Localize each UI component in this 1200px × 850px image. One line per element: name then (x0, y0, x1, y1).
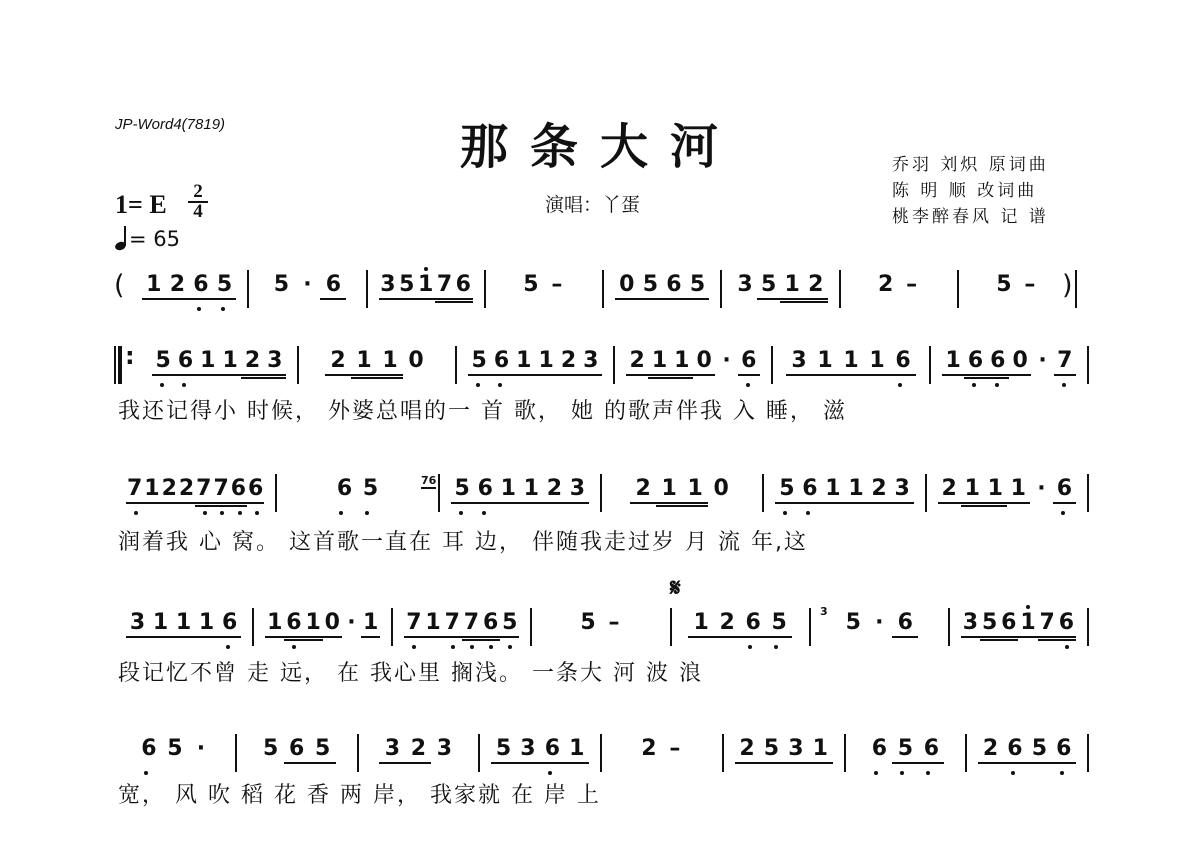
note: 1 (682, 476, 708, 507)
note: 5 (500, 610, 519, 638)
note: 2 (543, 476, 566, 504)
note: 6 (964, 348, 986, 379)
note: 1 (864, 348, 890, 376)
note: 6 (320, 272, 346, 300)
barline (1075, 270, 1077, 308)
note: 2 (405, 736, 431, 764)
note: 5 (262, 736, 279, 761)
repeat-start-barline (114, 346, 122, 384)
note: 3 (264, 348, 286, 379)
time-signature (188, 181, 208, 222)
note: 5 (980, 610, 999, 641)
measure (958, 264, 1076, 308)
note: 7 (126, 476, 143, 504)
note: 6 (284, 610, 303, 641)
note: 1 (942, 348, 964, 376)
barline (1087, 346, 1089, 384)
note: 6 (798, 476, 821, 504)
time-signature-bottom: 4 (193, 201, 203, 222)
note: 1 (351, 348, 377, 379)
note: 1 (377, 348, 403, 379)
note: 1 (304, 610, 323, 641)
note: 5 (273, 272, 290, 297)
note: 6 (189, 272, 213, 300)
measure (439, 468, 601, 512)
note: 5 (892, 736, 918, 764)
dash: – (551, 272, 563, 297)
credit-transcriber: 桃李醉春风 记 谱 (892, 207, 1049, 227)
note: 1 (172, 610, 195, 638)
note: 1 (416, 272, 435, 300)
note: 5 (152, 348, 174, 376)
note: 1 (812, 348, 838, 376)
lyrics-line-4: 宽， 风 吹 稻 花 香 两 岸， 我家就 在 岸 上 (118, 783, 601, 808)
quarter-note-icon (115, 226, 129, 250)
measure (276, 468, 438, 512)
note: 1 (671, 348, 693, 379)
note: 5 (759, 736, 783, 764)
note: 1 (1007, 476, 1030, 504)
note: 5 (357, 476, 383, 502)
note: 6 (474, 476, 497, 504)
note: 2 (178, 476, 195, 504)
dot: · (875, 610, 884, 635)
note: 1 (423, 610, 442, 638)
measure (114, 468, 276, 512)
lyrics-line-1: 我还记得小 时候， 外婆总唱的一 首 歌， 她 的歌声伴我 入 睡， 滋 (118, 399, 847, 424)
note: 5 (213, 272, 237, 300)
measure (810, 602, 949, 646)
note: 2 (161, 476, 178, 504)
note: 2 (735, 736, 759, 764)
note: 2 (714, 610, 740, 638)
note: 1 (497, 476, 520, 504)
measure (930, 340, 1088, 384)
note: 1 (961, 476, 984, 507)
note: 5 (1027, 736, 1051, 764)
key-signature: 1= E (115, 190, 167, 219)
note: 1 (984, 476, 1007, 507)
note: 2 (557, 348, 579, 376)
note: 7 (462, 610, 481, 641)
note: 7 (1038, 610, 1057, 641)
note: 2 (241, 348, 263, 379)
note: 0 (713, 476, 729, 501)
measure (949, 602, 1088, 646)
measure (723, 728, 845, 772)
note: 6 (662, 272, 686, 300)
measure (248, 264, 366, 308)
note: 6 (218, 610, 241, 638)
note: 3 (961, 610, 980, 638)
measure (367, 264, 485, 308)
dot: · (1038, 348, 1047, 373)
measure (966, 728, 1088, 772)
measure (114, 602, 253, 646)
note: 3 (379, 272, 398, 300)
measure (392, 602, 531, 646)
note: 6 (481, 610, 500, 641)
note: 3 (737, 272, 753, 297)
dash: – (906, 272, 918, 297)
note: 2 (166, 272, 190, 300)
note: 2 (938, 476, 961, 504)
dot: · (347, 610, 356, 635)
note: 5 (397, 272, 416, 300)
note: 2 (868, 476, 891, 504)
score-system-5 (114, 728, 1088, 774)
note: 5 (757, 272, 781, 300)
note: 6 (331, 476, 357, 502)
note: 3 (516, 736, 540, 764)
note: 6 (866, 736, 892, 762)
measure (298, 340, 456, 384)
note: 0 (323, 610, 342, 638)
lyrics-line-3: 段记忆不曾 走 远， 在 我心里 搁浅。 一条大 河 波 浪 (118, 661, 703, 686)
note: 1 (808, 736, 832, 764)
grace-note: 3 (820, 605, 828, 618)
note: 6 (454, 272, 473, 303)
tempo-marking (115, 226, 180, 251)
measure (926, 468, 1088, 512)
measure (603, 264, 721, 308)
measure (772, 340, 930, 384)
note: 1 (195, 610, 218, 638)
note: 3 (379, 736, 405, 764)
score-system-2 (114, 340, 1088, 386)
note: 5 (451, 476, 474, 504)
note: 7 (443, 610, 462, 638)
measure (763, 468, 925, 512)
note: 6 (892, 610, 918, 638)
lyrics-line-2: 润着我 心 窝。 这首歌一直在 耳 边， 伴随我走过岁 月 流 年,这 (118, 530, 808, 555)
note: 6 (999, 610, 1018, 641)
note: 3 (786, 348, 812, 376)
barline (1087, 734, 1089, 772)
note: 2 (804, 272, 828, 303)
note: 1 (648, 348, 670, 379)
measure (479, 728, 601, 772)
note: 2 (641, 736, 657, 761)
time-signature-top: 2 (193, 181, 203, 202)
dash: – (608, 610, 620, 635)
note: 1 (149, 610, 172, 638)
note: 1 (688, 610, 714, 638)
note: 1 (143, 476, 160, 504)
dot: · (722, 348, 731, 373)
measure (531, 602, 670, 646)
note: 1 (361, 610, 380, 638)
note: 5 (775, 476, 798, 504)
note: 6 (540, 736, 564, 764)
note: 0 (408, 348, 424, 373)
note: 1 (844, 476, 867, 504)
measure (840, 264, 958, 308)
measure (614, 340, 772, 384)
note: 2 (630, 476, 656, 504)
note: 6 (1003, 736, 1027, 764)
note: 7 (1054, 348, 1076, 376)
note: 6 (738, 348, 760, 376)
dot: · (196, 736, 206, 761)
note: 2 (325, 348, 351, 376)
measure (114, 728, 236, 772)
note: 2 (877, 272, 894, 297)
measure (130, 264, 248, 308)
barline (1087, 608, 1089, 646)
note: 1 (265, 610, 284, 638)
measure (140, 340, 298, 384)
tempo-value: = 65 (129, 227, 180, 251)
note: 0 (615, 272, 639, 300)
note: 7 (435, 272, 454, 303)
score-system-1 (114, 264, 1088, 310)
note: 6 (890, 348, 916, 376)
note: 2 (978, 736, 1002, 764)
note: 1 (535, 348, 557, 376)
note: 7 (212, 476, 229, 507)
note: 0 (693, 348, 715, 376)
close-parenthesis: ) (1062, 270, 1073, 301)
dot: · (303, 272, 312, 297)
note: 6 (136, 736, 162, 762)
repeat-dots: : (125, 342, 135, 370)
note: 5 (580, 610, 596, 635)
note: 1 (197, 348, 219, 376)
note: 1 (513, 348, 535, 376)
note: 1 (780, 272, 804, 303)
dot: · (1037, 476, 1046, 501)
score-system-3 (114, 468, 1088, 514)
song-title: 那条大河 (459, 119, 740, 175)
note: 1 (565, 736, 589, 764)
note: 3 (436, 736, 453, 761)
note: 6 (230, 476, 247, 507)
measure (236, 728, 358, 772)
note: 6 (1053, 476, 1076, 504)
note: 1 (219, 348, 241, 376)
note: 6 (490, 348, 512, 376)
note: 5 (468, 348, 490, 376)
measure (845, 728, 967, 772)
note: 6 (740, 610, 766, 638)
note: 6 (284, 736, 310, 764)
singer-label: 演唱：丫蛋 (545, 194, 641, 216)
note: 6 (987, 348, 1009, 379)
software-watermark: JP-Word4(7819) (115, 116, 226, 133)
score-system-4 (114, 602, 1088, 648)
note: 5 (766, 610, 792, 638)
note: 5 (523, 272, 539, 297)
segno-icon: 𝄋 (670, 573, 681, 602)
measure (601, 468, 763, 512)
grace-note: 76 (421, 474, 437, 487)
measure (721, 264, 839, 308)
note: 6 (1057, 610, 1076, 641)
dash: – (669, 736, 681, 761)
measure (671, 602, 810, 646)
credit-adapted: 陈 明 顺 改词曲 (892, 181, 1038, 201)
note: 6 (1052, 736, 1076, 764)
note: 3 (566, 476, 589, 504)
note: 3 (784, 736, 808, 764)
note: 1 (656, 476, 682, 507)
note: 3 (126, 610, 149, 638)
note: 5 (639, 272, 663, 300)
note: 1 (520, 476, 543, 504)
note: 6 (918, 736, 944, 764)
note: 7 (404, 610, 423, 638)
measure (253, 602, 392, 646)
measure (358, 728, 480, 772)
barline (1087, 474, 1089, 512)
note: 0 (1009, 348, 1031, 376)
measure (601, 728, 723, 772)
note: 1 (142, 272, 166, 300)
note: 1 (1018, 610, 1037, 638)
note: 2 (626, 348, 648, 376)
note: 5 (845, 610, 861, 635)
credit-original: 乔羽 刘炽 原词曲 (892, 155, 1049, 175)
measure (485, 264, 603, 308)
measure (456, 340, 614, 384)
note: 5 (491, 736, 515, 764)
note: 5 (996, 272, 1012, 297)
note: 7 (195, 476, 212, 507)
note: 3 (891, 476, 914, 504)
note: 1 (821, 476, 844, 504)
note: 6 (247, 476, 264, 504)
note: 5 (310, 736, 336, 764)
note: 5 (686, 272, 710, 300)
dash: – (1024, 272, 1036, 297)
open-parenthesis: ( (114, 270, 125, 301)
note: 5 (167, 736, 183, 761)
note: 6 (174, 348, 196, 376)
note: 1 (838, 348, 864, 376)
note: 3 (580, 348, 602, 376)
